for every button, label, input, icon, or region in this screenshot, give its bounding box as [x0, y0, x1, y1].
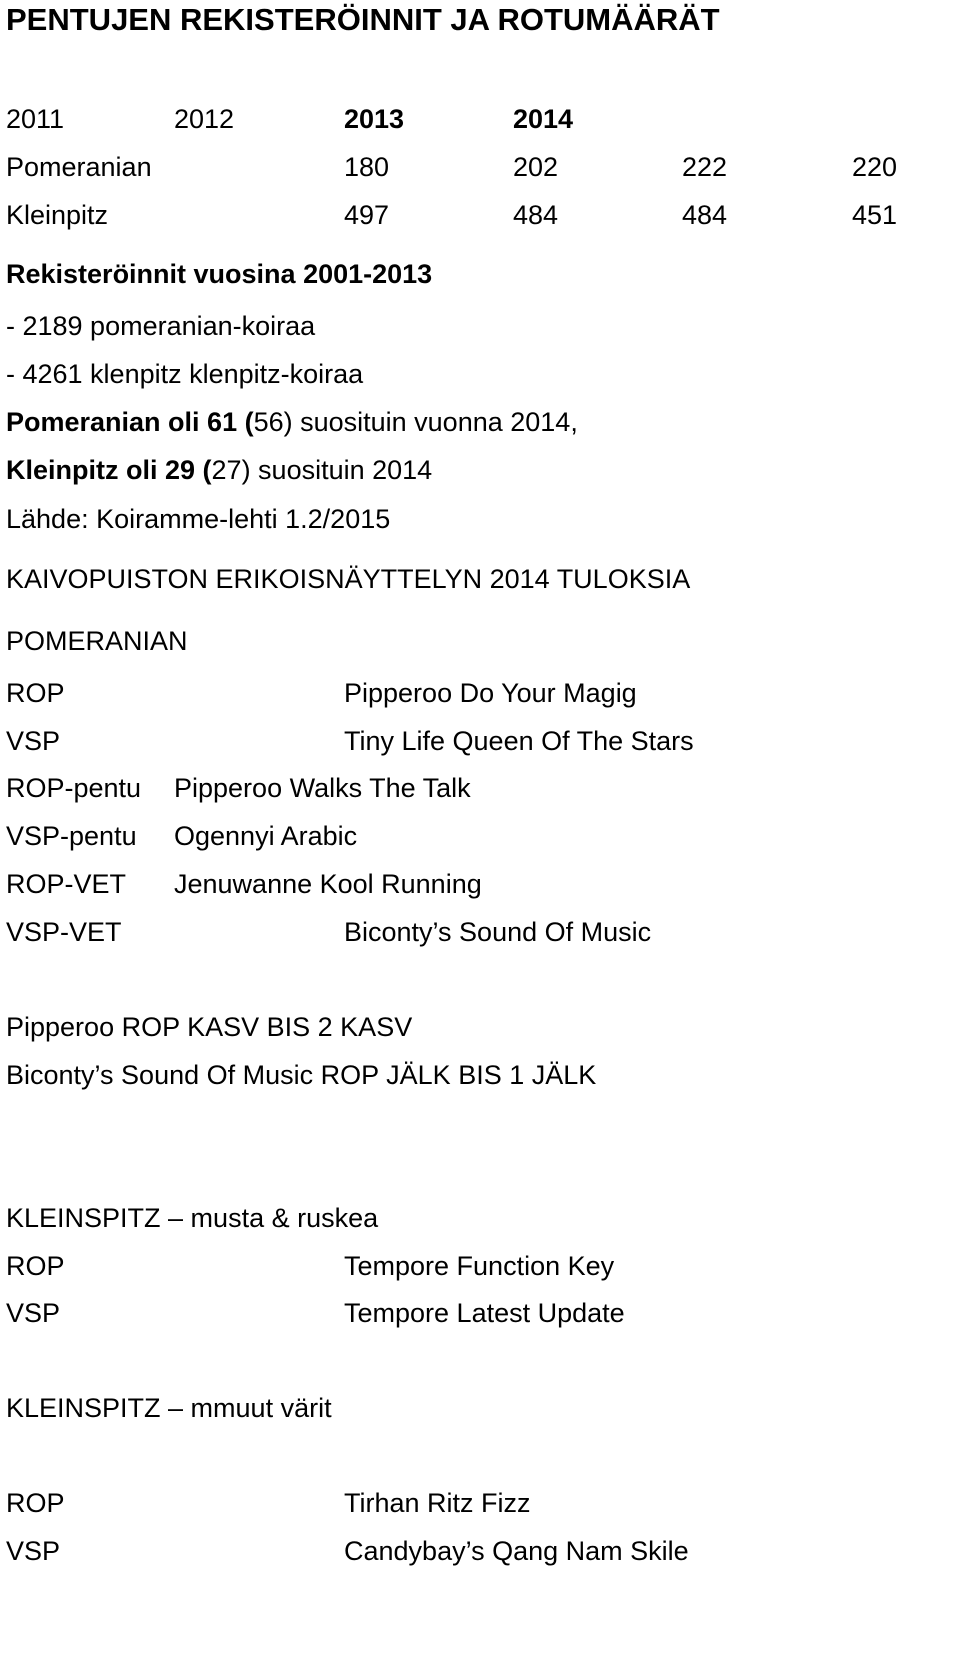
- popularity-pomeranian-rest: 56) suosituin vuonna 2014,: [253, 407, 578, 437]
- summary-line: - 2189 pomeranian-koiraa: [6, 311, 316, 341]
- dog-name: Tempore Function Key: [344, 1251, 615, 1281]
- year-header-2014: 2014: [513, 104, 574, 134]
- breed-label-kleinpitz: Kleinpitz: [6, 200, 109, 230]
- result-note: Biconty’s Sound Of Music ROP JÄLK BIS 1 JÄLK: [6, 1060, 597, 1090]
- dog-name: Biconty’s Sound Of Music: [344, 917, 652, 947]
- section-heading-kleinspitz-black-brown: KLEINSPITZ – musta & ruskea: [6, 1203, 379, 1233]
- summary-heading: Rekisteröinnit vuosina 2001-2013: [6, 259, 433, 289]
- dog-name: Ogennyi Arabic: [174, 821, 358, 851]
- popularity-kleinpitz-rest: 27) suosituin 2014: [211, 455, 433, 485]
- award-label: VSP: [6, 1536, 61, 1566]
- award-label: VSP: [6, 1298, 61, 1328]
- award-label: VSP-pentu: [6, 821, 137, 851]
- dog-name: Pipperoo Do Your Magig: [344, 678, 637, 708]
- award-label: ROP: [6, 678, 65, 708]
- award-label: ROP: [6, 1251, 65, 1281]
- year-header-2011: 2011: [6, 104, 65, 134]
- registration-value: 484: [513, 200, 559, 230]
- registration-value: 497: [344, 200, 390, 230]
- dog-name: Pipperoo Walks The Talk: [174, 773, 471, 803]
- page-title: PENTUJEN REKISTERÖINNIT JA ROTUMÄÄRÄT: [6, 2, 720, 37]
- popularity-kleinpitz: [6, 454, 432, 486]
- breed-label-pomeranian: Pomeranian: [6, 152, 152, 182]
- registration-value: 222: [682, 152, 728, 182]
- result-note: Pipperoo ROP KASV BIS 2 KASV: [6, 1012, 413, 1042]
- popularity-pomeranian-bold: Pomeranian oli 61 (: [6, 407, 254, 437]
- show-heading: KAIVOPUISTON ERIKOISNÄYTTELYN 2014 TULOKSIA: [6, 564, 691, 594]
- dog-name: Tiny Life Queen Of The Stars: [344, 726, 694, 756]
- award-label: VSP: [6, 726, 61, 756]
- dog-name: Jenuwanne Kool Running: [174, 869, 482, 899]
- popularity-pomeranian: [6, 406, 578, 438]
- registration-value: 202: [513, 152, 559, 182]
- source-line: Lähde: Koiramme-lehti 1.2/2015: [6, 504, 391, 534]
- award-label: ROP: [6, 1488, 65, 1518]
- registration-value: 220: [852, 152, 898, 182]
- year-header-2012: 2012: [174, 104, 235, 134]
- award-label: VSP-VET: [6, 917, 122, 947]
- registration-value: 451: [852, 200, 898, 230]
- section-heading-pomeranian: POMERANIAN: [6, 626, 188, 656]
- award-label: ROP-pentu: [6, 773, 142, 803]
- summary-line: - 4261 klenpitz klenpitz-koiraa: [6, 359, 364, 389]
- section-heading-kleinspitz-other: KLEINSPITZ – mmuut värit: [6, 1393, 332, 1423]
- award-label: ROP-VET: [6, 869, 127, 899]
- popularity-kleinpitz-bold: Kleinpitz oli 29 (: [6, 455, 212, 485]
- dog-name: Tempore Latest Update: [344, 1298, 625, 1328]
- dog-name: Tirhan Ritz Fizz: [344, 1488, 531, 1518]
- registration-value: 180: [344, 152, 390, 182]
- dog-name: Candybay’s Qang Nam Skile: [344, 1536, 689, 1566]
- registration-value: 484: [682, 200, 728, 230]
- year-header-2013: 2013: [344, 104, 405, 134]
